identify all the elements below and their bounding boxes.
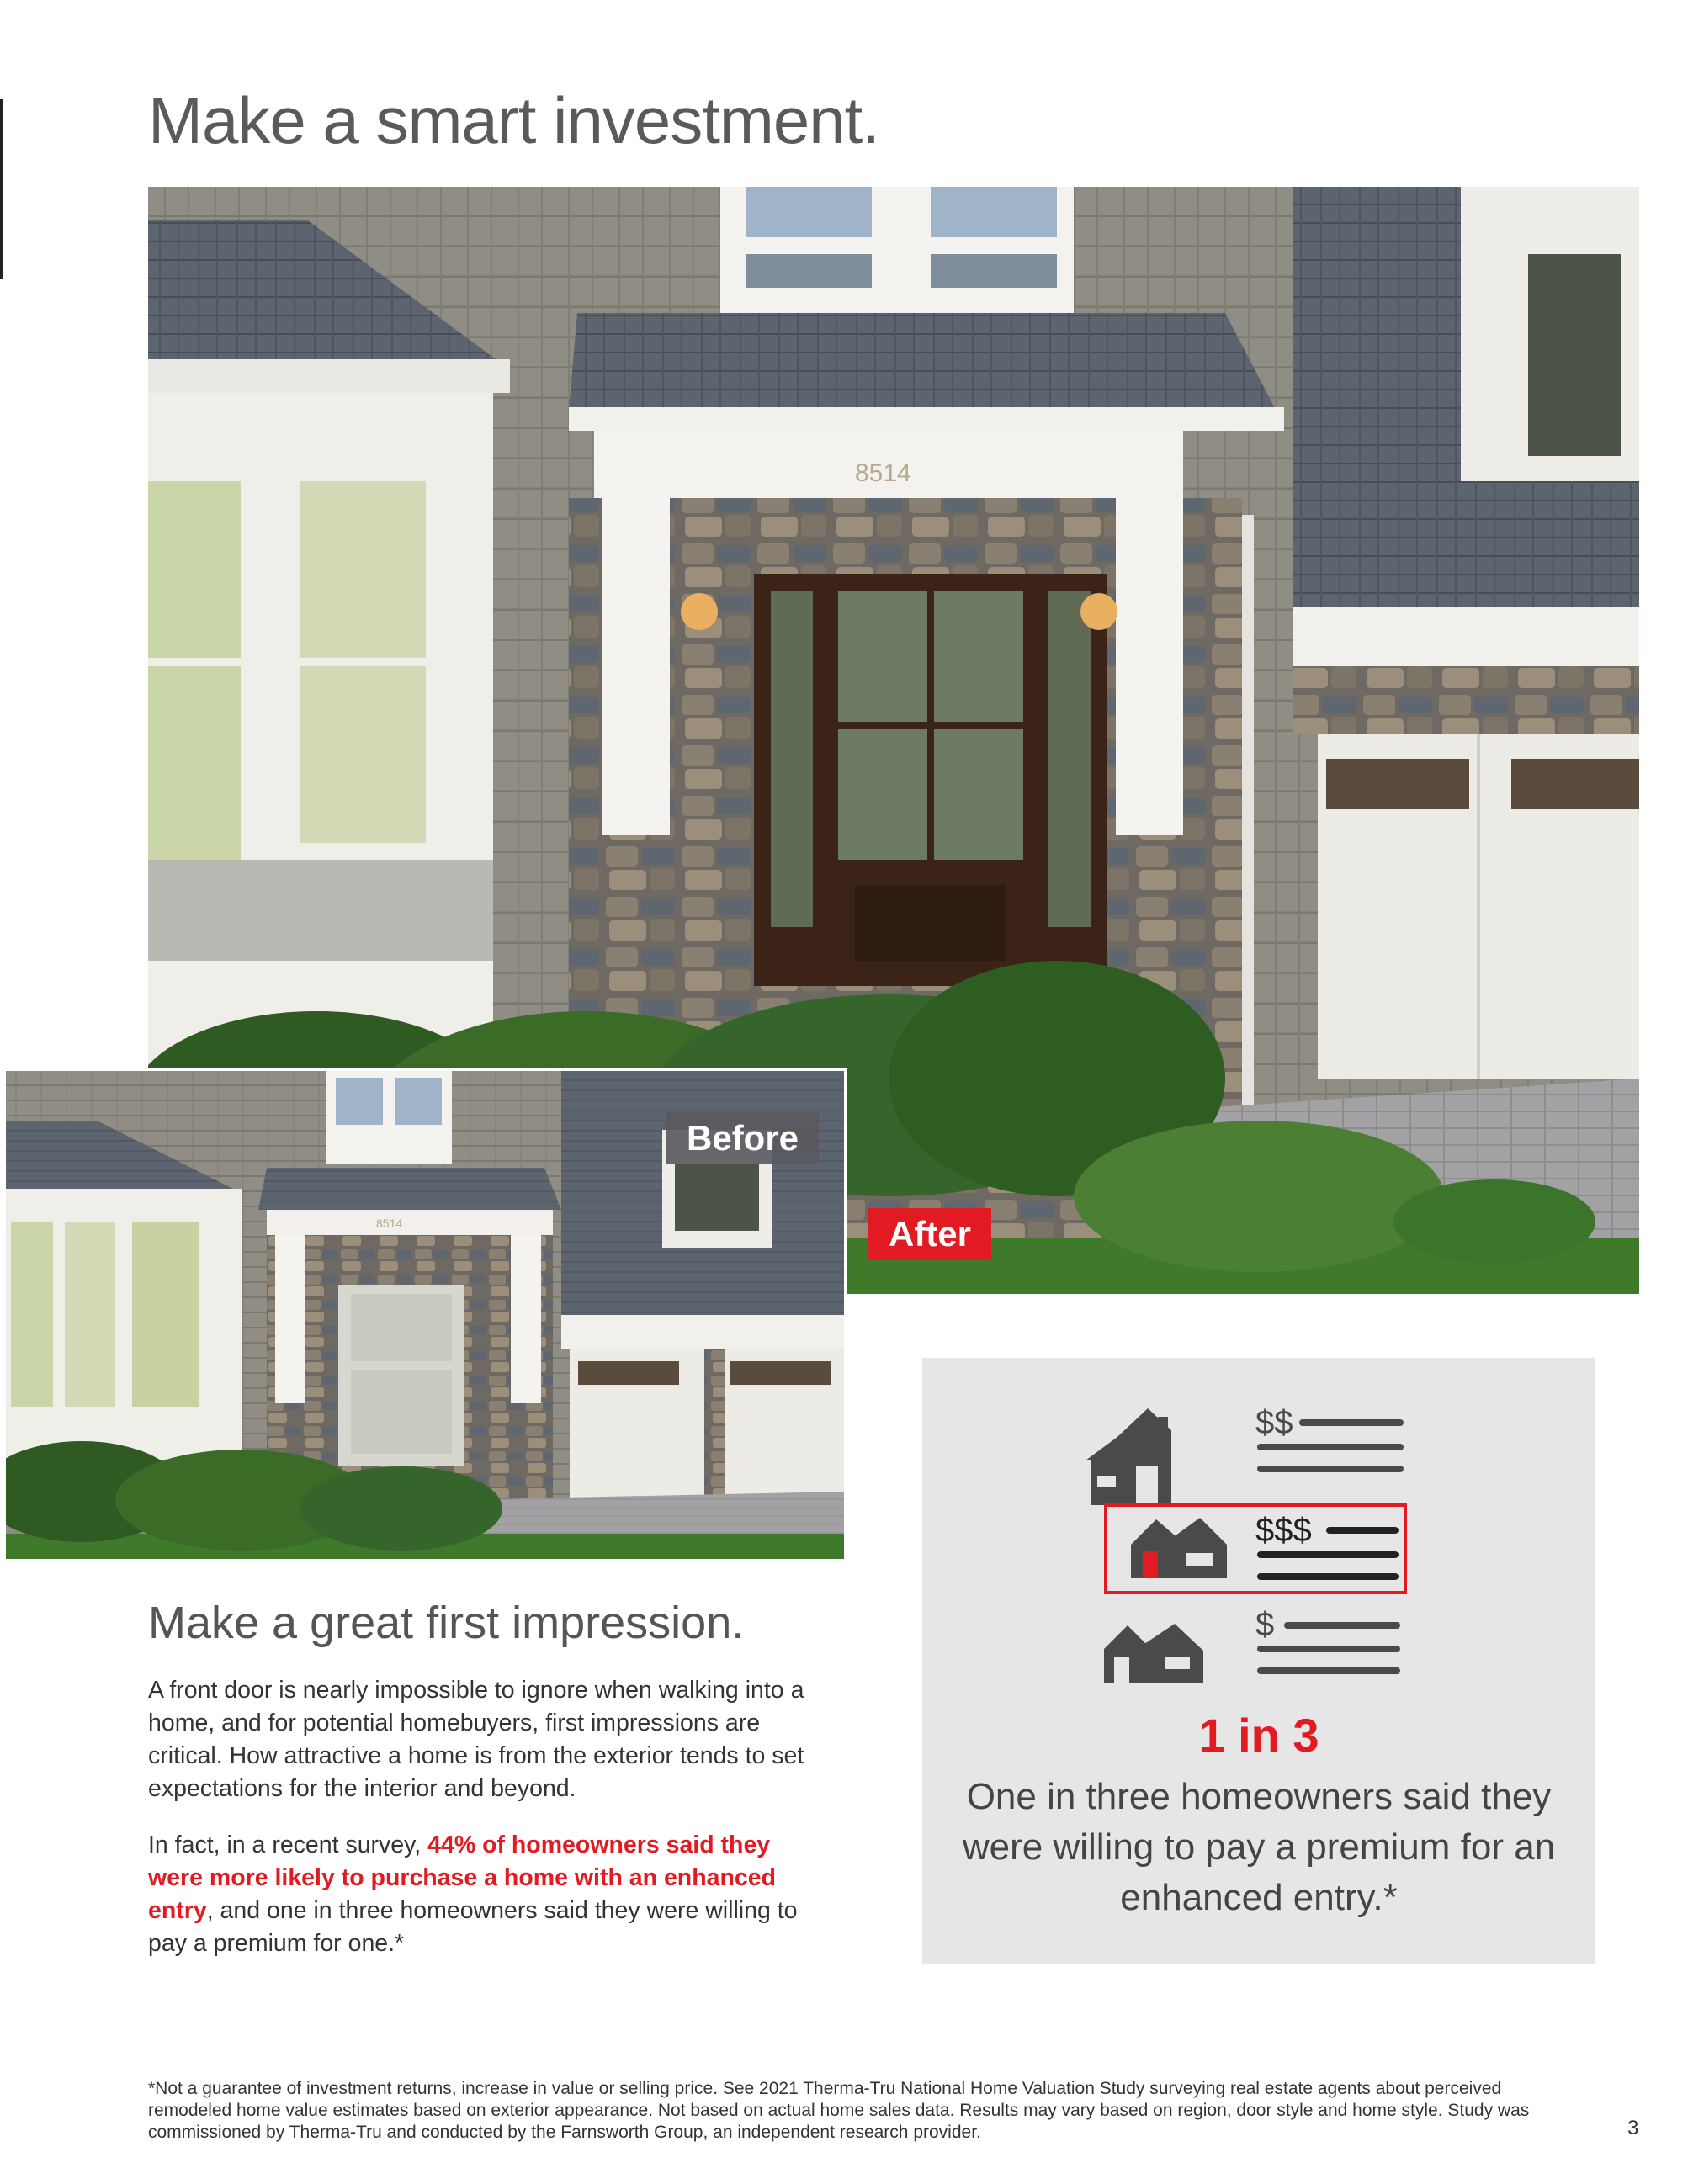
survey-highlight: 44% of homeowners said they were more likely to purchase a home with an enhanced entry: [148, 1831, 776, 1924]
house-icon: [1086, 1408, 1171, 1505]
section-heading: Make a great first impression.: [148, 1598, 745, 1648]
intro-paragraph: A front door is nearly impossible to ignore when walking into a home, and for potential homebuyers, first impressions are critical. How attractive a home is from the exterior tends to set expectations for the interior and beyond.: [148, 1677, 804, 1802]
page-title: Make a smart investment.: [148, 83, 879, 157]
stat-description: One in three homeowners said they were willing to pay a premium for an enhanced entry.*: [962, 1776, 1556, 1918]
price-label-high: $$$: [1255, 1512, 1312, 1549]
survey-text-end: , and one in three homeowners said they were willing to pay a premium for one.*: [148, 1897, 798, 1957]
page-edge-bar: [0, 99, 3, 279]
price-label-medium: $$: [1255, 1404, 1293, 1441]
house-icon: [1104, 1624, 1203, 1683]
footnote: *Not a guarantee of investment returns, increase in value or selling price. See 2021 Therma-Tru National Home Valuation Study surveying real estate agents about perceived remodeled home value estimates based on exterior appearance. Not based on actual home sales data. Results may vary based on region, door style and home style. Study was commissioned by Therma-Tru and conducted by the Farnsworth Group, an independent research provider.: [148, 2079, 1530, 2142]
stat-headline: 1 in 3: [1198, 1709, 1319, 1762]
page-number: 3: [1627, 2117, 1639, 2139]
before-badge: Before: [666, 1112, 819, 1164]
survey-text-start: In fact, in a recent survey,: [148, 1831, 428, 1858]
highlighted-house-icon: [1131, 1518, 1227, 1578]
after-badge: After: [868, 1208, 991, 1260]
survey-paragraph: [148, 1829, 830, 1960]
price-label-low: $: [1255, 1606, 1275, 1643]
before-house-number: 8514: [376, 1217, 403, 1230]
after-house-number: 8514: [855, 459, 911, 487]
